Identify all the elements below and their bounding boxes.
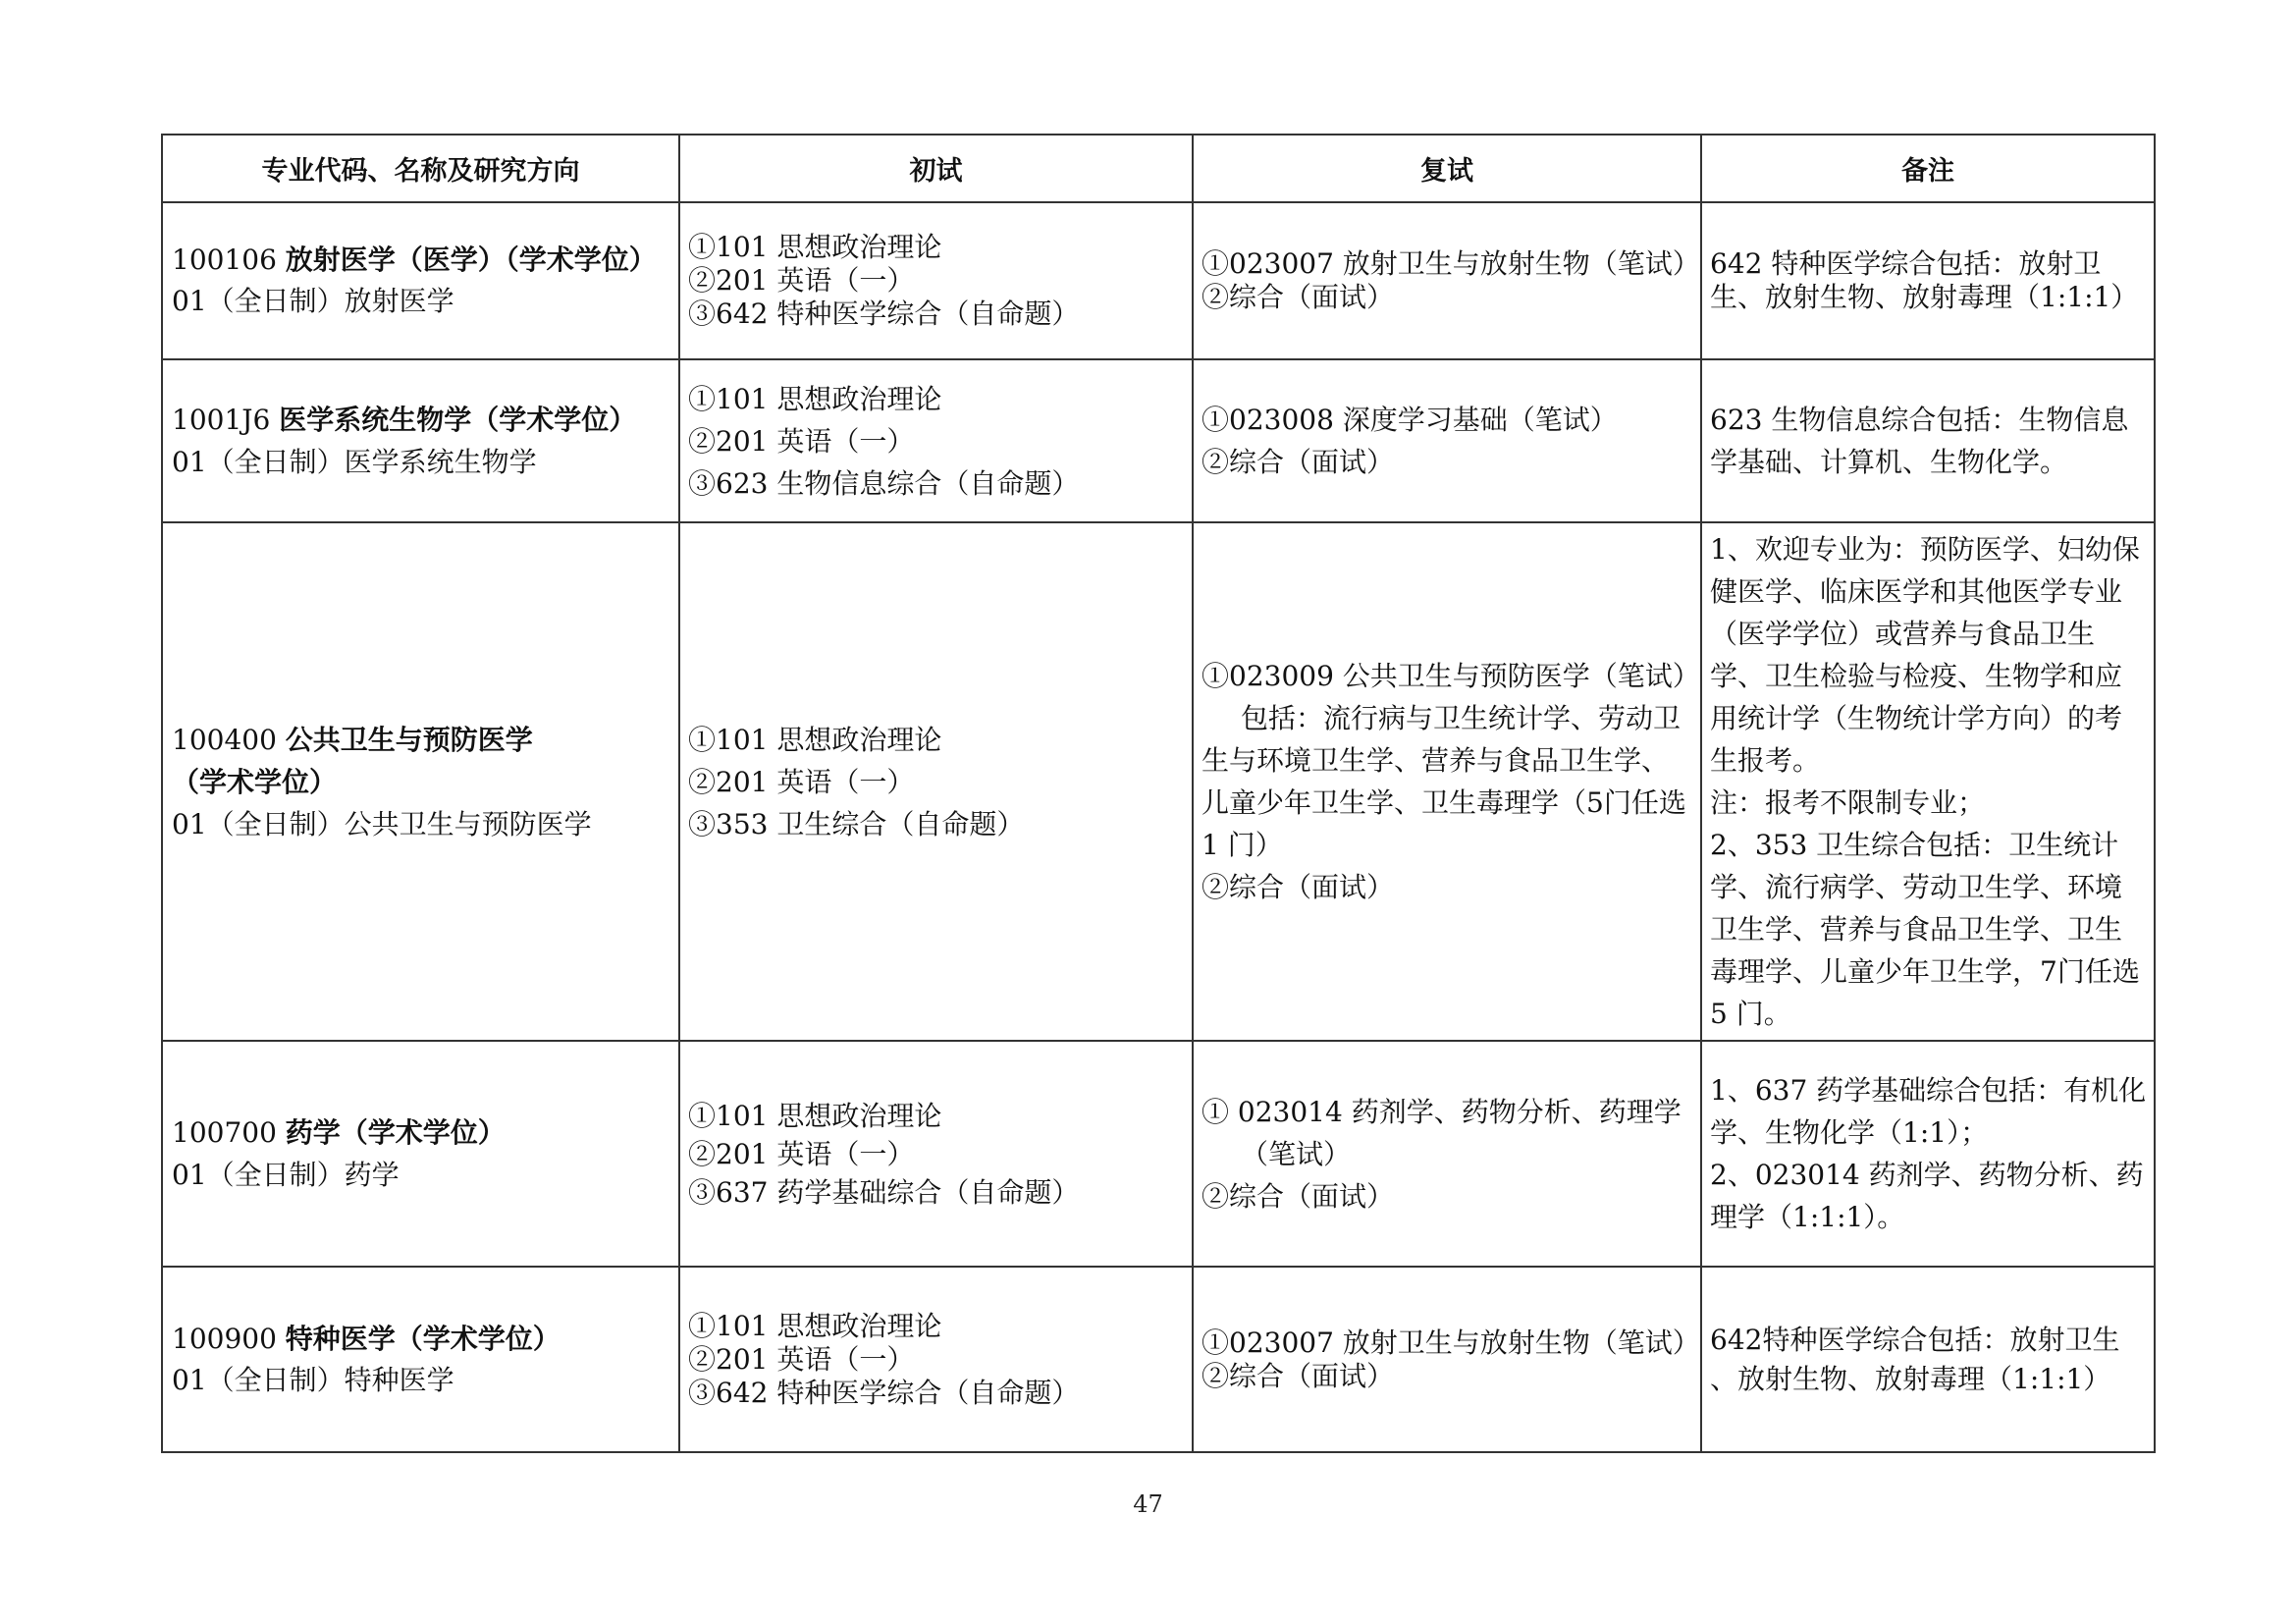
exam-subject: ①101 思想政治理论 bbox=[688, 231, 942, 263]
program-code: 100900 bbox=[172, 1322, 277, 1355]
remark-cell bbox=[1701, 1041, 2155, 1267]
remark-text: 642 特种医学综合包括：放射卫 bbox=[1710, 247, 2102, 280]
exam-subject: ③642 特种医学综合（自命题） bbox=[688, 1376, 1080, 1409]
program-direction: 01（全日制）放射医学 bbox=[172, 285, 454, 317]
exam-subject: ②201 英语（一） bbox=[688, 765, 915, 798]
remark-text: 注：报考不限制专业； bbox=[1710, 786, 1986, 819]
program-title bbox=[172, 1111, 678, 1154]
program-cell bbox=[162, 1267, 679, 1452]
remark-text: 、放射生物、放射毒理（1:1:1） bbox=[1710, 1362, 2111, 1395]
retest-item-detail: 包括：流行病与卫生统计学、劳动卫生与环境卫生学、营养与食品卫生学、儿童少年卫生学、卫生毒理学（5门任选 1 门） bbox=[1201, 702, 1686, 861]
initial-exam-cell bbox=[679, 522, 1193, 1041]
program-title bbox=[172, 240, 678, 281]
exam-subject: ②201 英语（一） bbox=[688, 424, 915, 458]
program-code: 100106 bbox=[172, 244, 277, 276]
remark-cell bbox=[1701, 359, 2155, 522]
program-direction: 01（全日制）药学 bbox=[172, 1159, 400, 1191]
remark-text: 642特种医学综合包括：放射卫生 bbox=[1710, 1323, 2120, 1356]
retest-item: ①023008 深度学习基础（笔试） bbox=[1201, 404, 1618, 436]
retest-item-detail: （笔试） bbox=[1241, 1137, 1352, 1170]
page-number: 47 bbox=[1133, 1490, 1163, 1518]
remark-cell bbox=[1701, 1267, 2155, 1452]
exam-subject: ③637 药学基础综合（自命题） bbox=[688, 1175, 1080, 1209]
retest-item: ②综合（面试） bbox=[1201, 1179, 1395, 1213]
table-row bbox=[162, 1041, 2155, 1267]
program-direction: 01（全日制）医学系统生物学 bbox=[172, 446, 537, 478]
initial-exam-cell bbox=[679, 202, 1193, 359]
table-row bbox=[162, 359, 2155, 522]
program-table bbox=[161, 134, 2156, 1453]
exam-subject: ②201 英语（一） bbox=[688, 264, 915, 297]
program-code: 100400 bbox=[172, 723, 277, 756]
program-name-suffix: （学术学位） bbox=[172, 765, 338, 798]
program-name: 特种医学（学术学位） bbox=[285, 1322, 561, 1355]
program-direction: 01（全日制）特种医学 bbox=[172, 1363, 454, 1396]
exam-subject: ①101 思想政治理论 bbox=[688, 723, 942, 756]
header-program: 专业代码、名称及研究方向 bbox=[162, 135, 679, 202]
program-name: 放射医学（医学）（学术学位） bbox=[285, 244, 657, 276]
remark-text: 生、放射生物、放射毒理（1:1:1） bbox=[1710, 281, 2139, 313]
program-title bbox=[172, 719, 678, 761]
retest-item: ②综合（面试） bbox=[1201, 446, 1395, 478]
exam-subject: ③642 特种医学综合（自命题） bbox=[688, 298, 1080, 330]
retest-item: ②综合（面试） bbox=[1201, 871, 1395, 903]
program-direction: 01（全日制）公共卫生与预防医学 bbox=[172, 807, 592, 840]
remark-text: 1、637 药学基础综合包括：有机化学、生物化学（1:1）； bbox=[1710, 1074, 2147, 1149]
program-code: 100700 bbox=[172, 1116, 277, 1149]
header-retest: 复试 bbox=[1193, 135, 1701, 202]
retest-cell bbox=[1193, 359, 1701, 522]
remark-text: 623 生物信息综合包括：生物信息 bbox=[1710, 404, 2129, 436]
table-row bbox=[162, 1267, 2155, 1452]
table-row bbox=[162, 202, 2155, 359]
retest-item: ②综合（面试） bbox=[1201, 281, 1395, 313]
exam-subject: ①101 思想政治理论 bbox=[688, 382, 942, 415]
retest-item: ① 023014 药剂学、药物分析、药理学 bbox=[1201, 1095, 1682, 1128]
remark-cell bbox=[1701, 202, 2155, 359]
initial-exam-cell bbox=[679, 1041, 1193, 1267]
exam-subject: ②201 英语（一） bbox=[688, 1137, 915, 1170]
program-cell bbox=[162, 359, 679, 522]
initial-exam-cell bbox=[679, 359, 1193, 522]
exam-subject: ①101 思想政治理论 bbox=[688, 1099, 942, 1132]
program-cell bbox=[162, 522, 679, 1041]
retest-item: ①023007 放射卫生与放射生物（笔试） bbox=[1201, 1326, 1700, 1359]
program-name: 药学（学术学位） bbox=[285, 1116, 506, 1149]
retest-cell bbox=[1193, 1041, 1701, 1267]
retest-item: ②综合（面试） bbox=[1201, 1359, 1395, 1392]
retest-cell bbox=[1193, 202, 1701, 359]
initial-exam-cell bbox=[679, 1267, 1193, 1452]
exam-subject: ③353 卫生综合（自命题） bbox=[688, 807, 1025, 840]
program-cell bbox=[162, 1041, 679, 1267]
program-name: 公共卫生与预防医学 bbox=[285, 723, 533, 756]
program-name: 医学系统生物学（学术学位） bbox=[279, 404, 637, 436]
program-title bbox=[172, 1319, 678, 1360]
remark-cell bbox=[1701, 522, 2155, 1041]
exam-subject: ③623 生物信息综合（自命题） bbox=[688, 466, 1080, 500]
program-code: 1001J6 bbox=[172, 404, 271, 436]
table-header-row bbox=[162, 135, 2155, 202]
exam-subject: ①101 思想政治理论 bbox=[688, 1309, 942, 1342]
retest-cell bbox=[1193, 522, 1701, 1041]
header-initial-exam: 初试 bbox=[679, 135, 1193, 202]
program-cell bbox=[162, 202, 679, 359]
table-row bbox=[162, 522, 2155, 1041]
header-remarks: 备注 bbox=[1701, 135, 2155, 202]
program-title bbox=[172, 399, 678, 441]
remark-text: 1、欢迎专业为：预防医学、妇幼保健医学、临床医学和其他医学专业（医学学位）或营养与食品卫生学、卫生检验与检疫、生物学和应用统计学（生物统计学方向）的考生报考。 bbox=[1710, 533, 2140, 777]
remark-text: 2、353 卫生综合包括：卫生统计学、流行病学、劳动卫生学、环境卫生学、营养与食品卫生学、卫生毒理学、儿童少年卫生学，7门任选 5 门。 bbox=[1710, 829, 2140, 1030]
retest-item: ①023009 公共卫生与预防医学（笔试） bbox=[1201, 660, 1700, 692]
retest-cell bbox=[1193, 1267, 1701, 1452]
remark-text: 学基础、计算机、生物化学。 bbox=[1710, 446, 2068, 478]
remark-text: 2、023014 药剂学、药物分析、药理学（1:1:1）。 bbox=[1710, 1159, 2144, 1233]
exam-subject: ②201 英语（一） bbox=[688, 1342, 915, 1376]
retest-item: ①023007 放射卫生与放射生物（笔试） bbox=[1201, 247, 1700, 280]
